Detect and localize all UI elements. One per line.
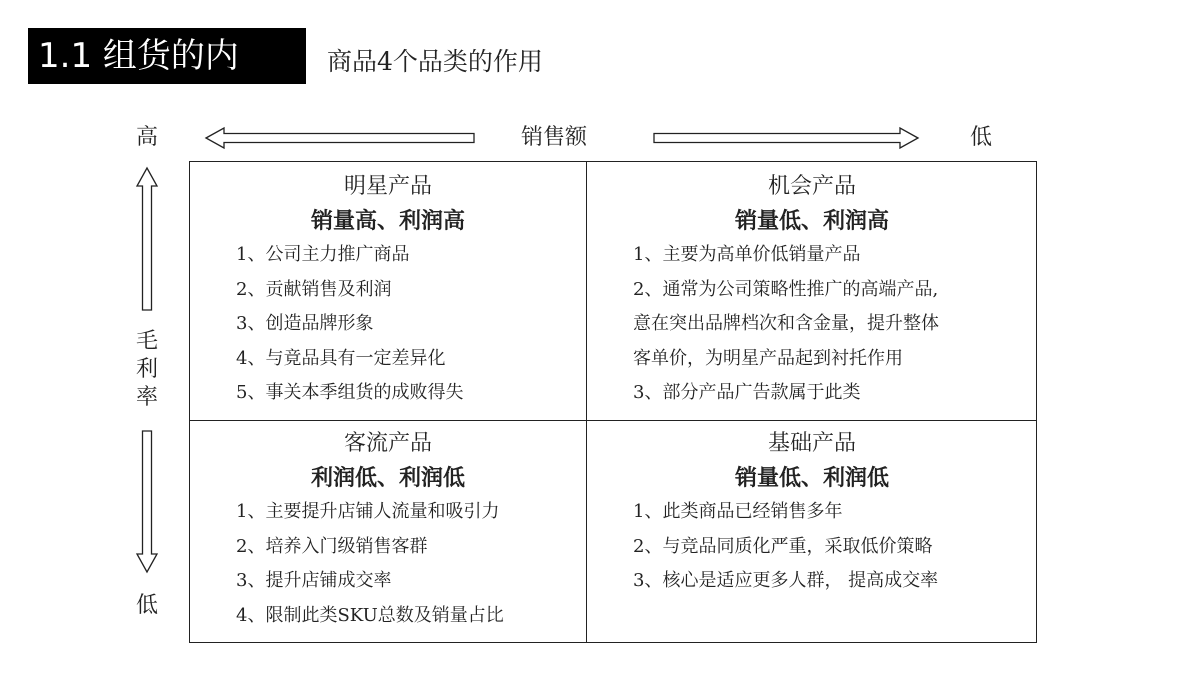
arrow-left-icon — [206, 128, 474, 148]
quadrant-traffic-list — [190, 495, 586, 633]
list-item: 1、此类商品已经销售多年 — [633, 501, 843, 522]
arrow-down-icon — [137, 431, 157, 572]
list-item: 2、培养入门级销售客群 — [236, 535, 428, 557]
section-title: 1.1 组货的内 — [28, 28, 306, 84]
quadrant-basic-subtitle: 销量低、利润低 — [734, 465, 889, 491]
axis-top-low-label: 低 — [970, 125, 993, 150]
quadrant-traffic — [190, 427, 586, 642]
quadrant-basic — [587, 427, 1037, 642]
quadrant-star-title: 明星产品 — [343, 174, 432, 199]
quadrant-star-list — [190, 238, 586, 411]
list-item: 客单价，为明星产品起到衬托作用 — [633, 347, 903, 369]
arrow-up-icon — [137, 168, 157, 310]
axis-margin-char-3: 率 — [136, 385, 159, 410]
list-item: 3、提升店铺成交率 — [236, 570, 392, 591]
list-item: 2、与竞品同质化严重，采取低价策略 — [633, 535, 933, 557]
section-subtitle: 商品4个品类的作用 — [327, 47, 543, 76]
list-item: 3、部分产品广告款属于此类 — [633, 382, 861, 403]
axis-margin-char-2: 利 — [136, 357, 159, 382]
quadrant-opportunity-title: 机会产品 — [767, 174, 856, 199]
quadrant-opportunity — [587, 170, 1037, 420]
list-item: 1、主要为高单价低销量产品 — [633, 244, 861, 265]
axis-left-low-label: 低 — [136, 593, 159, 618]
list-item: 1、主要提升店铺人流量和吸引力 — [236, 501, 500, 522]
quadrant-opportunity-subtitle: 销量低、利润高 — [734, 208, 889, 234]
quadrant-basic-title: 基础产品 — [767, 431, 856, 456]
quadrant-traffic-title: 客流产品 — [343, 431, 432, 456]
list-item: 1、公司主力推广商品 — [236, 244, 410, 265]
list-item: 4、限制此类SKU总数及销量占比 — [236, 604, 504, 626]
axis-top-high-label: 高 — [136, 125, 159, 150]
quadrant-star-subtitle: 销量高、利润高 — [310, 208, 465, 234]
list-item: 2、贡献销售及利润 — [236, 278, 392, 300]
list-item: 5、事关本季组货的成败得失 — [236, 382, 464, 403]
list-item: 3、核心是适应更多人群， 提高成交率 — [633, 570, 939, 591]
grid-horizontal-divider — [190, 420, 1036, 421]
list-item: 4、与竟品具有一定差异化 — [236, 347, 446, 369]
quadrant-opportunity-list — [587, 238, 1037, 411]
axis-margin-char-1: 毛 — [136, 329, 159, 354]
quadrant-star — [190, 170, 586, 420]
axis-sales-label: 销售额 — [521, 125, 588, 150]
arrow-right-icon — [654, 128, 918, 148]
quadrant-basic-list — [587, 495, 1037, 599]
list-item: 2、通常为公司策略性推广的高端产品, — [633, 278, 939, 300]
quadrant-traffic-subtitle: 利润低、利润低 — [310, 465, 465, 491]
list-item: 3、创造品牌形象 — [236, 313, 374, 334]
list-item: 意在突出品牌档次和含金量，提升整体 — [633, 313, 939, 334]
quadrant-grid — [189, 161, 1037, 643]
